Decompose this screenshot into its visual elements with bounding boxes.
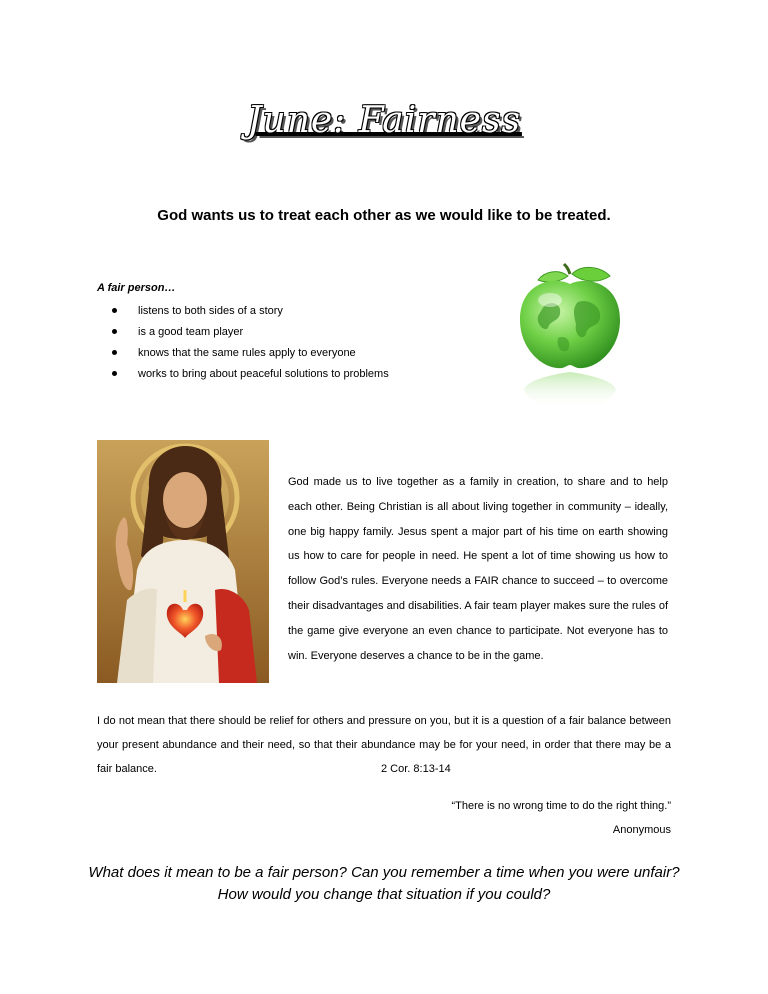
list-item-label: works to bring about peaceful solutions to problems [138, 368, 389, 380]
scripture-text: I do not mean that there should be relief for others and pressure on you, but it is a question of a fair balance between your present abundance and their need, so that their abundance may be for your need, in order that there may be a fair balance. [97, 715, 671, 775]
page-title: June: Fairness [247, 100, 521, 141]
list-item [112, 304, 389, 324]
bullet-icon [112, 329, 117, 334]
list-item [112, 346, 389, 366]
list-item-label: listens to both sides of a story [138, 305, 283, 317]
list-item-label: is a good team player [138, 326, 244, 338]
quote-text: “There is no wrong time to do the right thing.” [451, 800, 671, 812]
scripture-reference: 2 Cor. 8:13-14 [381, 763, 451, 775]
quote-block [452, 794, 672, 842]
list-item [112, 367, 389, 387]
green-globe-apple-image [514, 262, 626, 412]
fair-person-heading: A fair person… [97, 282, 176, 294]
question-line-1: What does it mean to be a fair person? Can you remember a time when you were unfair? [88, 864, 680, 881]
quote-author: Anonymous [612, 824, 671, 836]
body-paragraph: God made us to live together as a family in creation, to share and to help each other. Being Christian is all about living together in community – ideally, one big happy family. Jesus spent a major part of his time on earth showing us how to care for people in need. He spent a lot of time showing us how to follow God’s rules. Everyone needs a FAIR chance to succeed – to overcome their disadvantages and disabilities. A fair team player makes sure the rules of the game give everyone an even chance to participate. Not everyone has to win. Everyone deserves a chance to be in the game. [288, 476, 668, 662]
reflection-question [0, 862, 768, 906]
fair-person-list [112, 304, 389, 388]
list-item [112, 325, 389, 345]
question-line-2: How would you change that situation if you could? [217, 886, 551, 903]
sacred-heart-jesus-image [97, 440, 269, 683]
bullet-icon [112, 308, 117, 313]
bullet-icon [112, 350, 117, 355]
list-item-label: knows that the same rules apply to everyone [138, 347, 356, 359]
page-subtitle: God wants us to treat each other as we would like to be treated. [157, 207, 611, 224]
bullet-icon [112, 371, 117, 376]
